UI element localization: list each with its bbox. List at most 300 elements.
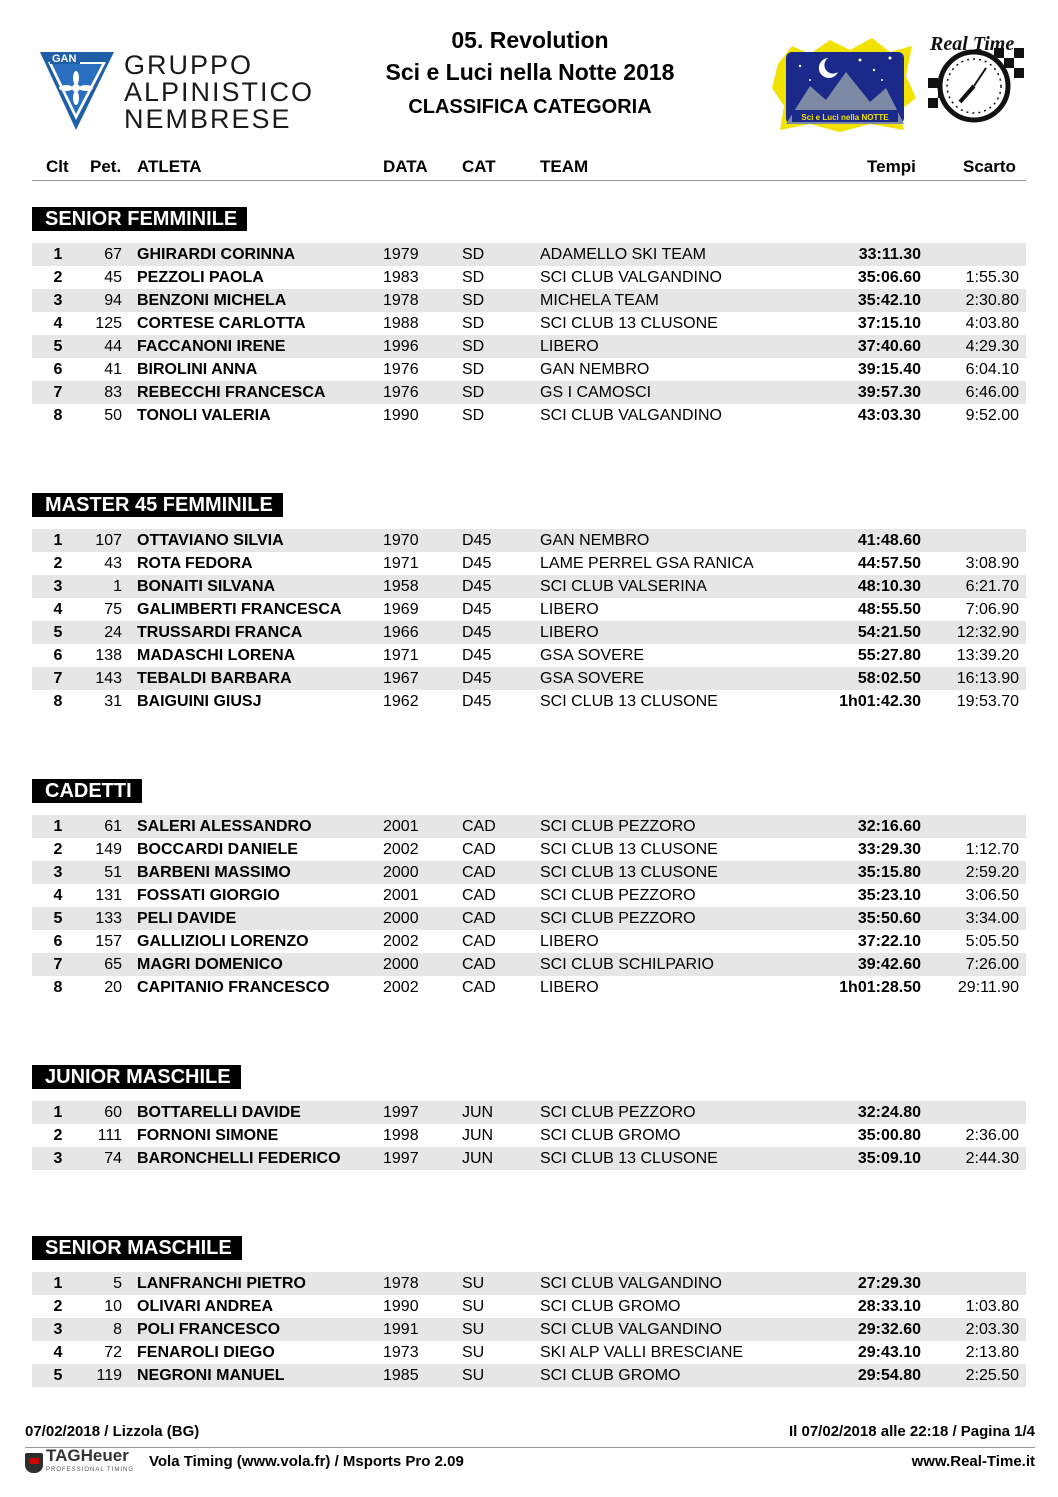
col-tempi: Tempi xyxy=(867,157,916,176)
table-row xyxy=(32,266,1026,289)
stopwatch-icon xyxy=(924,30,1028,134)
col-clt: Clt xyxy=(46,157,69,176)
cell-time: 32:16.60 xyxy=(857,818,921,835)
results-table xyxy=(32,243,1026,427)
cell-category: CAD xyxy=(462,841,496,858)
cell-bib: 125 xyxy=(95,315,122,332)
cell-bib: 138 xyxy=(95,647,122,664)
cell-bib: 67 xyxy=(104,246,122,263)
column-header xyxy=(32,155,1026,181)
tag-sub: PROFESSIONAL TIMING xyxy=(46,1467,135,1473)
cell-bib: 149 xyxy=(95,841,122,858)
table-row xyxy=(32,312,1026,335)
cell-time: 29:32.60 xyxy=(857,1321,921,1338)
table-row xyxy=(32,667,1026,690)
cell-year: 2002 xyxy=(383,933,419,950)
cell-time: 35:09.10 xyxy=(857,1150,921,1167)
race-date-place: 07/02/2018 / Lizzola (BG) xyxy=(25,1423,200,1440)
cell-athlete: TONOLI VALERIA xyxy=(137,407,271,424)
cell-athlete: TRUSSARDI FRANCA xyxy=(137,624,303,641)
cell-category: SU xyxy=(462,1321,485,1338)
table-row xyxy=(32,1124,1026,1147)
cell-gap: 4:29.30 xyxy=(965,338,1019,355)
cell-year: 1985 xyxy=(383,1367,419,1384)
cell-position: 6 xyxy=(53,361,63,378)
cell-position: 2 xyxy=(53,555,63,572)
cell-position: 3 xyxy=(53,292,63,309)
col-cat: CAT xyxy=(462,157,496,176)
cell-time: 39:42.60 xyxy=(857,956,921,973)
section-master-45-femminile xyxy=(32,493,1026,713)
cell-team: SCI CLUB GROMO xyxy=(540,1367,681,1384)
table-row xyxy=(32,930,1026,953)
cell-time: 41:48.60 xyxy=(857,532,921,549)
cell-time: 55:27.80 xyxy=(857,647,921,664)
cell-category: CAD xyxy=(462,979,496,996)
cell-position: 5 xyxy=(53,1367,63,1384)
cell-year: 2000 xyxy=(383,956,419,973)
cell-time: 54:21.50 xyxy=(857,624,921,641)
cell-time: 37:40.60 xyxy=(857,338,921,355)
cell-position: 8 xyxy=(53,979,63,996)
section-senior-maschile xyxy=(32,1236,1026,1387)
cell-athlete: FOSSATI GIORGIO xyxy=(137,887,280,904)
footer-info xyxy=(25,1421,1035,1448)
section-title: SENIOR FEMMINILE xyxy=(32,207,247,231)
edelweiss-icon xyxy=(38,48,318,133)
cell-time: 37:15.10 xyxy=(857,315,921,332)
cell-bib: 72 xyxy=(104,1344,122,1361)
cell-athlete: BARONCHELLI FEDERICO xyxy=(137,1150,341,1167)
cell-category: D45 xyxy=(462,647,492,664)
cell-athlete: POLI FRANCESCO xyxy=(137,1321,281,1338)
cell-category: SU xyxy=(462,1275,485,1292)
cell-gap: 2:13.80 xyxy=(965,1344,1019,1361)
cell-athlete: ROTA FEDORA xyxy=(137,555,253,572)
table-row xyxy=(32,1272,1026,1295)
cell-team: SCI CLUB 13 CLUSONE xyxy=(540,693,718,710)
table-row xyxy=(32,953,1026,976)
cell-athlete: NEGRONI MANUEL xyxy=(137,1367,285,1384)
cell-gap: 6:46.00 xyxy=(965,384,1019,401)
table-row xyxy=(32,907,1026,930)
table-row xyxy=(32,1101,1026,1124)
cell-team: SCI CLUB VALGANDINO xyxy=(540,1321,722,1338)
cell-gap: 16:13.90 xyxy=(956,670,1019,687)
cell-year: 2002 xyxy=(383,841,419,858)
cell-year: 1997 xyxy=(383,1104,419,1121)
cell-category: SD xyxy=(462,361,485,378)
table-row xyxy=(32,1147,1026,1170)
cell-time: 29:43.10 xyxy=(857,1344,921,1361)
cell-bib: 133 xyxy=(95,910,122,927)
cell-year: 2000 xyxy=(383,910,419,927)
table-row xyxy=(32,838,1026,861)
cell-position: 1 xyxy=(53,246,63,263)
cell-year: 1971 xyxy=(383,647,419,664)
cell-athlete: FORNONI SIMONE xyxy=(137,1127,279,1144)
cell-bib: 60 xyxy=(104,1104,122,1121)
cell-time: 33:11.30 xyxy=(858,246,921,263)
cell-gap: 1:03.80 xyxy=(965,1298,1019,1315)
cell-year: 2000 xyxy=(383,864,419,881)
cell-year: 1991 xyxy=(383,1321,419,1338)
cell-team: SCI CLUB PEZZORO xyxy=(540,818,696,835)
tag-heuer-logo xyxy=(25,1446,135,1474)
cell-position: 5 xyxy=(53,624,63,641)
cell-gap: 2:30.80 xyxy=(965,292,1019,309)
table-row xyxy=(32,529,1026,552)
svg-text:Sci e Luci nella NOTTE: Sci e Luci nella NOTTE xyxy=(801,113,889,122)
cell-time: 35:50.60 xyxy=(857,910,921,927)
cell-position: 2 xyxy=(53,1298,63,1315)
cell-gap: 1:55.30 xyxy=(965,269,1019,286)
cell-bib: 111 xyxy=(97,1127,122,1144)
cell-year: 1978 xyxy=(383,292,419,309)
cell-athlete: FACCANONI IRENE xyxy=(137,338,286,355)
cell-time: 35:15.80 xyxy=(857,864,921,881)
cell-gap: 29:11.90 xyxy=(957,979,1019,996)
cell-category: SD xyxy=(462,338,485,355)
cell-category: D45 xyxy=(462,532,492,549)
cell-athlete: TEBALDI BARBARA xyxy=(137,670,292,687)
cell-bib: 83 xyxy=(104,384,122,401)
table-row xyxy=(32,815,1026,838)
cell-position: 4 xyxy=(53,601,63,618)
results-table xyxy=(32,1272,1026,1387)
cell-category: D45 xyxy=(462,555,492,572)
cell-time: 1h01:28.50 xyxy=(839,979,921,996)
cell-position: 8 xyxy=(53,693,63,710)
title-block xyxy=(330,25,730,125)
cell-athlete: REBECCHI FRANCESCA xyxy=(137,384,326,401)
cell-team: SKI ALP VALLI BRESCIANE xyxy=(540,1344,744,1361)
cell-team: SCI CLUB GROMO xyxy=(540,1127,681,1144)
cell-category: SU xyxy=(462,1298,485,1315)
cell-team: SCI CLUB VALSERINA xyxy=(540,578,707,595)
cell-position: 3 xyxy=(53,1321,63,1338)
cell-time: 48:55.50 xyxy=(857,601,921,618)
table-row xyxy=(32,861,1026,884)
table-row xyxy=(32,598,1026,621)
section-title: CADETTI xyxy=(32,779,142,803)
cell-bib: 75 xyxy=(104,601,122,618)
cell-time: 44:57.50 xyxy=(857,555,921,572)
cell-category: CAD xyxy=(462,933,496,950)
table-row xyxy=(32,690,1026,713)
cell-bib: 8 xyxy=(113,1321,122,1338)
cell-team: SCI CLUB PEZZORO xyxy=(540,887,696,904)
cell-team: MICHELA TEAM xyxy=(540,292,659,309)
cell-time: 58:02.50 xyxy=(857,670,921,687)
cell-position: 3 xyxy=(53,864,63,881)
table-row xyxy=(32,575,1026,598)
cell-position: 8 xyxy=(53,407,63,424)
cell-gap: 19:53.70 xyxy=(956,693,1019,710)
cell-bib: 31 xyxy=(104,693,122,710)
cell-year: 1979 xyxy=(383,246,419,263)
cell-category: CAD xyxy=(462,910,496,927)
cell-year: 1973 xyxy=(383,1344,419,1361)
cell-year: 1976 xyxy=(383,384,419,401)
cell-team: SCI CLUB PEZZORO xyxy=(540,1104,696,1121)
cell-athlete: BOCCARDI DANIELE xyxy=(137,841,298,858)
cell-time: 33:29.30 xyxy=(857,841,921,858)
cell-year: 1970 xyxy=(383,532,419,549)
cell-bib: 107 xyxy=(95,532,122,549)
cell-bib: 20 xyxy=(104,979,122,996)
section-title: JUNIOR MASCHILE xyxy=(32,1065,241,1089)
gan-logo xyxy=(38,48,318,133)
cell-gap: 5:05.50 xyxy=(965,933,1019,950)
cell-bib: 131 xyxy=(95,887,122,904)
cell-gap: 2:36.00 xyxy=(965,1127,1019,1144)
cell-athlete: OLIVARI ANDREA xyxy=(137,1298,273,1315)
cell-gap: 1:12.70 xyxy=(965,841,1019,858)
table-row xyxy=(32,1318,1026,1341)
svg-text:GRUPPO: GRUPPO xyxy=(124,50,254,80)
cell-team: SCI CLUB 13 CLUSONE xyxy=(540,1150,718,1167)
cell-category: SD xyxy=(462,269,485,286)
cell-position: 3 xyxy=(53,578,63,595)
section-title: MASTER 45 FEMMINILE xyxy=(32,493,283,517)
cell-time: 32:24.80 xyxy=(857,1104,921,1121)
cell-category: JUN xyxy=(462,1150,494,1167)
cell-category: D45 xyxy=(462,693,492,710)
cell-time: 43:03.30 xyxy=(857,407,921,424)
cell-bib: 94 xyxy=(104,292,122,309)
event-title: Sci e Luci nella Notte 2018 xyxy=(385,59,675,85)
col-team: TEAM xyxy=(540,157,589,176)
cell-team: SCI CLUB PEZZORO xyxy=(540,910,696,927)
cell-athlete: BIROLINI ANNA xyxy=(137,361,258,378)
cell-time: 1h01:42.30 xyxy=(839,693,921,710)
cell-team: SCI CLUB GROMO xyxy=(540,1298,681,1315)
cell-gap: 6:04.10 xyxy=(965,361,1019,378)
footer-credits xyxy=(25,1446,1035,1476)
ranking-title: CLASSIFICA CATEGORIA xyxy=(408,96,652,118)
cell-team: SCI CLUB 13 CLUSONE xyxy=(540,315,718,332)
cell-category: CAD xyxy=(462,956,496,973)
tag-shield-icon xyxy=(25,1453,43,1473)
cell-position: 2 xyxy=(53,841,63,858)
cell-category: SD xyxy=(462,407,485,424)
cell-bib: 44 xyxy=(104,338,122,355)
cell-gap: 3:34.00 xyxy=(965,910,1019,927)
cell-athlete: BONAITI SILVANA xyxy=(137,578,276,595)
cell-category: SD xyxy=(462,292,485,309)
cell-gap: 13:39.20 xyxy=(956,647,1019,664)
section-title: SENIOR MASCHILE xyxy=(32,1236,242,1260)
cell-team: LAME PERREL GSA RANICA xyxy=(540,555,754,572)
cell-time: 37:22.10 xyxy=(857,933,921,950)
results-table xyxy=(32,1101,1026,1170)
cell-position: 1 xyxy=(53,1275,63,1292)
cell-position: 1 xyxy=(53,818,63,835)
cell-athlete: SALERI ALESSANDRO xyxy=(137,818,312,835)
cell-position: 1 xyxy=(53,1104,63,1121)
cell-team: LIBERO xyxy=(540,624,599,641)
cell-time: 28:33.10 xyxy=(857,1298,921,1315)
cell-team: GSA SOVERE xyxy=(540,647,645,664)
cell-position: 4 xyxy=(53,315,63,332)
cell-bib: 1 xyxy=(113,578,122,595)
cell-bib: 119 xyxy=(96,1367,122,1384)
cell-time: 35:06.60 xyxy=(857,269,921,286)
cell-time: 35:23.10 xyxy=(857,887,921,904)
cell-category: SU xyxy=(462,1344,485,1361)
cell-gap: 6:21.70 xyxy=(965,578,1019,595)
cell-category: D45 xyxy=(462,624,492,641)
table-row xyxy=(32,289,1026,312)
cell-team: SCI CLUB 13 CLUSONE xyxy=(540,864,718,881)
table-row xyxy=(32,358,1026,381)
cell-time: 35:42.10 xyxy=(857,292,921,309)
cell-year: 1998 xyxy=(383,1127,419,1144)
cell-athlete: OTTAVIANO SILVIA xyxy=(137,532,284,549)
cell-year: 1996 xyxy=(383,338,419,355)
cell-category: JUN xyxy=(462,1104,494,1121)
cell-time: 29:54.80 xyxy=(857,1367,921,1384)
software-credit: Vola Timing (www.vola.fr) / Msports Pro 2.09 xyxy=(149,1453,464,1470)
table-row xyxy=(32,404,1026,427)
table-row xyxy=(32,243,1026,266)
cell-bib: 5 xyxy=(113,1275,122,1292)
cell-team: LIBERO xyxy=(540,338,599,355)
cell-team: GAN NEMBRO xyxy=(540,361,650,378)
cell-position: 3 xyxy=(53,1150,63,1167)
cell-athlete: GHIRARDI CORINNA xyxy=(137,246,296,263)
svg-text:ALPINISTICO: ALPINISTICO xyxy=(124,77,315,107)
table-row xyxy=(32,1295,1026,1318)
cell-bib: 61 xyxy=(104,818,122,835)
section-senior-femminile xyxy=(32,207,1026,427)
event-number-title: 05. Revolution xyxy=(451,27,609,53)
generated-page-info: Il 07/02/2018 alle 22:18 / Pagina 1/4 xyxy=(789,1423,1035,1440)
cell-bib: 65 xyxy=(104,956,122,973)
cell-gap: 2:59.20 xyxy=(965,864,1019,881)
cell-bib: 74 xyxy=(104,1150,122,1167)
cell-position: 2 xyxy=(53,269,63,286)
cell-gap: 7:06.90 xyxy=(965,601,1019,618)
svg-text:GAN: GAN xyxy=(52,53,77,65)
cell-team: ADAMELLO SKI TEAM xyxy=(540,246,706,263)
section-cadetti xyxy=(32,779,1026,999)
cell-year: 1971 xyxy=(383,555,419,572)
svg-text:Real Time: Real Time xyxy=(930,33,1015,55)
cell-year: 1988 xyxy=(383,315,419,332)
event-logo xyxy=(770,36,920,132)
cell-bib: 10 xyxy=(104,1298,122,1315)
table-row xyxy=(32,1341,1026,1364)
cell-year: 2001 xyxy=(383,818,419,835)
cell-bib: 143 xyxy=(95,670,122,687)
cell-athlete: BARBENI MASSIMO xyxy=(137,864,291,881)
cell-bib: 43 xyxy=(104,555,122,572)
cell-gap: 3:06.50 xyxy=(965,887,1019,904)
cell-gap: 7:26.00 xyxy=(965,956,1019,973)
cell-team: GS I CAMOSCI xyxy=(540,384,652,401)
table-row xyxy=(32,621,1026,644)
cell-year: 1967 xyxy=(383,670,419,687)
site-link[interactable]: www.Real-Time.it xyxy=(911,1453,1035,1470)
cell-year: 2001 xyxy=(383,887,419,904)
cell-year: 2002 xyxy=(383,979,419,996)
cell-year: 1976 xyxy=(383,361,419,378)
cell-position: 7 xyxy=(53,384,63,401)
cell-year: 1997 xyxy=(383,1150,419,1167)
cell-position: 6 xyxy=(53,647,63,664)
table-row xyxy=(32,1364,1026,1387)
col-scarto: Scarto xyxy=(963,157,1016,176)
cell-team: LIBERO xyxy=(540,933,599,950)
results-table xyxy=(32,815,1026,999)
cell-position: 5 xyxy=(53,338,63,355)
cell-athlete: GALIMBERTI FRANCESCA xyxy=(137,601,342,618)
cell-position: 7 xyxy=(53,670,63,687)
cell-athlete: PEZZOLI PAOLA xyxy=(137,269,264,286)
cell-year: 1990 xyxy=(383,407,419,424)
cell-team: SCI CLUB SCHILPARIO xyxy=(540,956,714,973)
cell-category: CAD xyxy=(462,864,496,881)
cell-position: 2 xyxy=(53,1127,63,1144)
cell-gap: 4:03.80 xyxy=(965,315,1019,332)
cell-time: 39:15.40 xyxy=(857,361,921,378)
col-pet: Pet. xyxy=(90,157,122,176)
cell-year: 1990 xyxy=(383,1298,419,1315)
cell-athlete: LANFRANCHI PIETRO xyxy=(137,1275,306,1292)
cell-category: JUN xyxy=(462,1127,494,1144)
cell-position: 4 xyxy=(53,887,63,904)
cell-category: SD xyxy=(462,384,485,401)
cell-category: SD xyxy=(462,246,485,263)
cell-athlete: MAGRI DOMENICO xyxy=(137,956,283,973)
cell-gap: 2:44.30 xyxy=(965,1150,1019,1167)
cell-year: 1978 xyxy=(383,1275,419,1292)
cell-category: D45 xyxy=(462,578,492,595)
cell-category: CAD xyxy=(462,818,496,835)
cell-gap: 2:25.50 xyxy=(965,1367,1019,1384)
cell-athlete: GALLIZIOLI LORENZO xyxy=(137,933,309,950)
cell-bib: 157 xyxy=(95,933,122,950)
cell-position: 7 xyxy=(53,956,63,973)
cell-team: SCI CLUB VALGANDINO xyxy=(540,407,722,424)
cell-bib: 41 xyxy=(104,361,122,378)
cell-position: 4 xyxy=(53,1344,63,1361)
cell-year: 1958 xyxy=(383,578,419,595)
cell-athlete: BENZONI MICHELA xyxy=(137,292,287,309)
cell-year: 1962 xyxy=(383,693,419,710)
cell-category: D45 xyxy=(462,670,492,687)
tag-brand: TAGHeuer xyxy=(46,1446,129,1465)
section-junior-maschile xyxy=(32,1065,1026,1170)
cell-team: SCI CLUB VALGANDINO xyxy=(540,1275,722,1292)
col-data: DATA xyxy=(383,157,428,176)
table-row xyxy=(32,552,1026,575)
cell-athlete: MADASCHI LORENA xyxy=(137,647,296,664)
table-row xyxy=(32,381,1026,404)
cell-athlete: PELI DAVIDE xyxy=(137,910,237,927)
cell-time: 27:29.30 xyxy=(857,1275,921,1292)
table-row xyxy=(32,644,1026,667)
cell-team: LIBERO xyxy=(540,601,599,618)
cell-year: 1969 xyxy=(383,601,419,618)
cell-category: SD xyxy=(462,315,485,332)
cell-athlete: BOTTARELLI DAVIDE xyxy=(137,1104,301,1121)
cell-bib: 45 xyxy=(104,269,122,286)
cell-position: 1 xyxy=(53,532,63,549)
cell-athlete: CORTESE CARLOTTA xyxy=(137,315,306,332)
